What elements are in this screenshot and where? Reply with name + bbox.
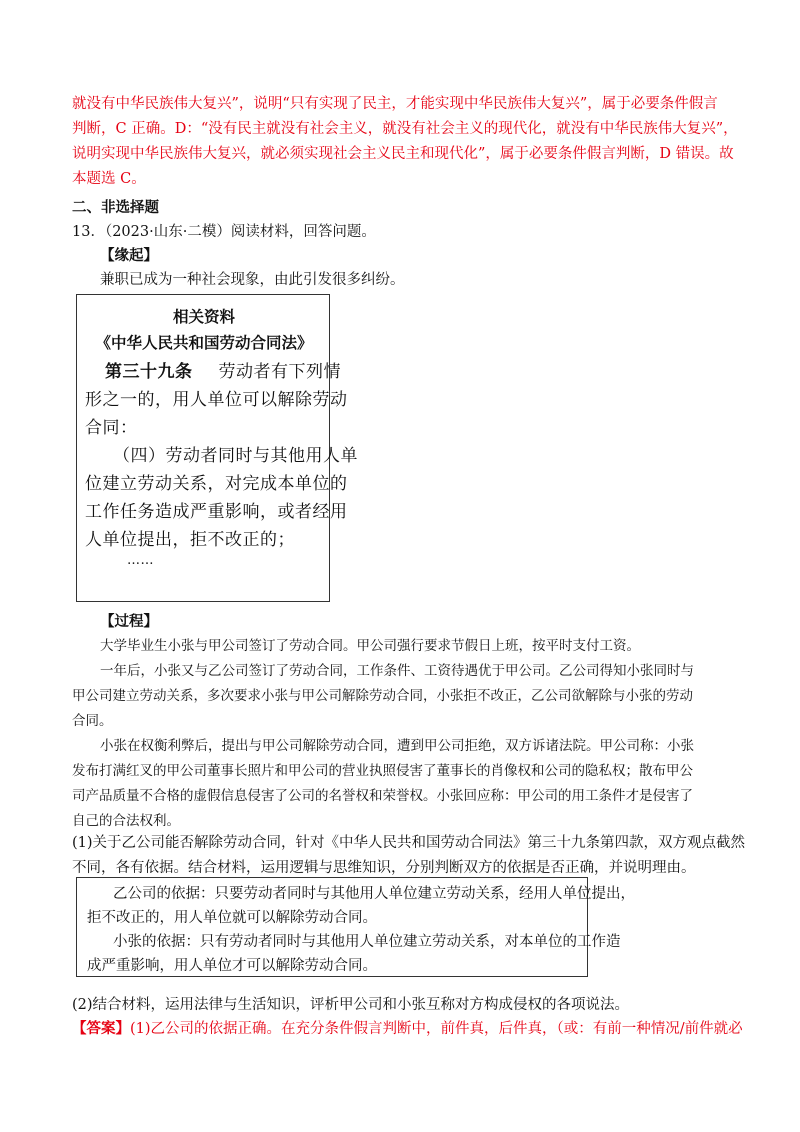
- sub-question-1: [72, 831, 746, 881]
- box-line: 劳动者有下列情: [218, 362, 341, 382]
- section-heading: 二、非选择题: [72, 199, 159, 216]
- view-line: 小张的依据：只有劳动者同时与其他用人单位建立劳动关系，对本单位的工作造: [113, 934, 621, 950]
- process-line: 自己的合法权利。: [72, 813, 180, 829]
- process-line: 甲公司建立劳动关系，多次要求小张与甲公司解除劳动合同，小张拒不改正，乙公司欲解除与小张的劳动: [72, 688, 693, 704]
- view-line: 拒不改正的，用人单位就可以解除劳动合同。: [87, 910, 377, 926]
- question-number: 13．: [72, 224, 105, 240]
- box-line: 人单位提出，拒不改正的；: [85, 530, 295, 550]
- origin-text: 兼职已成为一种社会现象，由此引发很多纠纷。: [100, 272, 405, 288]
- answer-text: (1)乙公司的依据正确。在充分条件假言判断中，前件真，后件真，（或：有前一种情况/前件就必: [130, 1021, 743, 1037]
- sub-question-line: 不同，各有依据。结合材料，运用逻辑与思维知识，分别判断双方的依据是否正确，并说明理由。: [72, 860, 696, 876]
- box-line: 工作任务造成严重影响，或者经用: [85, 502, 348, 522]
- process-text: [72, 634, 732, 834]
- box-line: 合同：: [85, 418, 138, 438]
- question-header: [72, 220, 376, 241]
- intro-answer-line: 说明实现中华民族伟大复兴，就必须实现社会主义民主和现代化”，属于必要条件假言判断，D 错误。故: [72, 146, 734, 162]
- sub-question-2: (2)结合材料，运用法律与生活知识，评析甲公司和小张互称对方构成侵权的各项说法。: [72, 997, 630, 1013]
- intro-answer-line: 判断，C 正确。D：“没有民主就没有社会主义，就没有社会主义的现代化，就没有中华民族伟大复兴”，: [72, 121, 738, 137]
- intro-answer-line: 本题选 C。: [72, 171, 146, 187]
- process-line: 大学毕业生小张与甲公司签订了劳动合同。甲公司强行要求节假日上班，按平时支付工资。: [100, 638, 640, 654]
- intro-answer-line: 就没有中华民族伟大复兴”，说明“只有实现了民主，才能实现中华民族伟大复兴”，属于必要条件假言: [72, 96, 718, 112]
- question-source: （2023·山东·二模）阅读材料，回答问题。: [104, 224, 376, 240]
- related-materials-box: [76, 294, 358, 602]
- process-line: 合同。: [72, 713, 113, 729]
- box-title: 相关资料: [172, 307, 235, 326]
- process-line: 发布打满红叉的甲公司董事长照片和甲公司的营业执照侵害了董事长的肖像权和公司的隐私权；散布甲公: [72, 763, 693, 779]
- box-line: （四）劳动者同时与其他用人单: [113, 446, 358, 466]
- box-line: 位建立劳动关系，对完成本单位的: [85, 474, 348, 494]
- views-box: [76, 877, 635, 977]
- process-line: 小张在权衡利弊后，提出与甲公司解除劳动合同，遭到甲公司拒绝，双方诉诸法院。甲公司称：小张: [100, 738, 694, 754]
- article-line: [105, 357, 341, 382]
- intro-answer-text: [72, 92, 738, 192]
- box-line: 形之一的，用人单位可以解除劳动: [85, 390, 348, 410]
- origin-label: 【缘起】: [100, 247, 158, 264]
- process-line: 一年后，小张又与乙公司签订了劳动合同，工作条件、工资待遇优于甲公司。乙公司得知小张同时与: [100, 663, 694, 679]
- process-label: 【过程】: [100, 613, 158, 630]
- article-number: 第三十九条: [105, 362, 193, 382]
- process-line: 司产品质量不合格的虚假信息侵害了公司的名誉权和荣誉权。小张回应称：甲公司的用工条件才是侵害了: [72, 788, 693, 804]
- view-line: 成严重影响，用人单位才可以解除劳动合同。: [87, 958, 377, 974]
- sub-question-line: (1)关于乙公司能否解除劳动合同，针对《中华人民共和国劳动合同法》第三十九条第四款，双方观点截然: [72, 835, 746, 851]
- answer-label: 【答案】: [72, 1020, 130, 1037]
- answer-line: [72, 1017, 743, 1038]
- law-name: 《中华人民共和国劳动合同法》: [95, 333, 313, 352]
- box-ellipsis: ……: [127, 553, 154, 568]
- view-line: 乙公司的依据：只要劳动者同时与其他用人单位建立劳动关系，经用人单位提出，: [113, 886, 635, 902]
